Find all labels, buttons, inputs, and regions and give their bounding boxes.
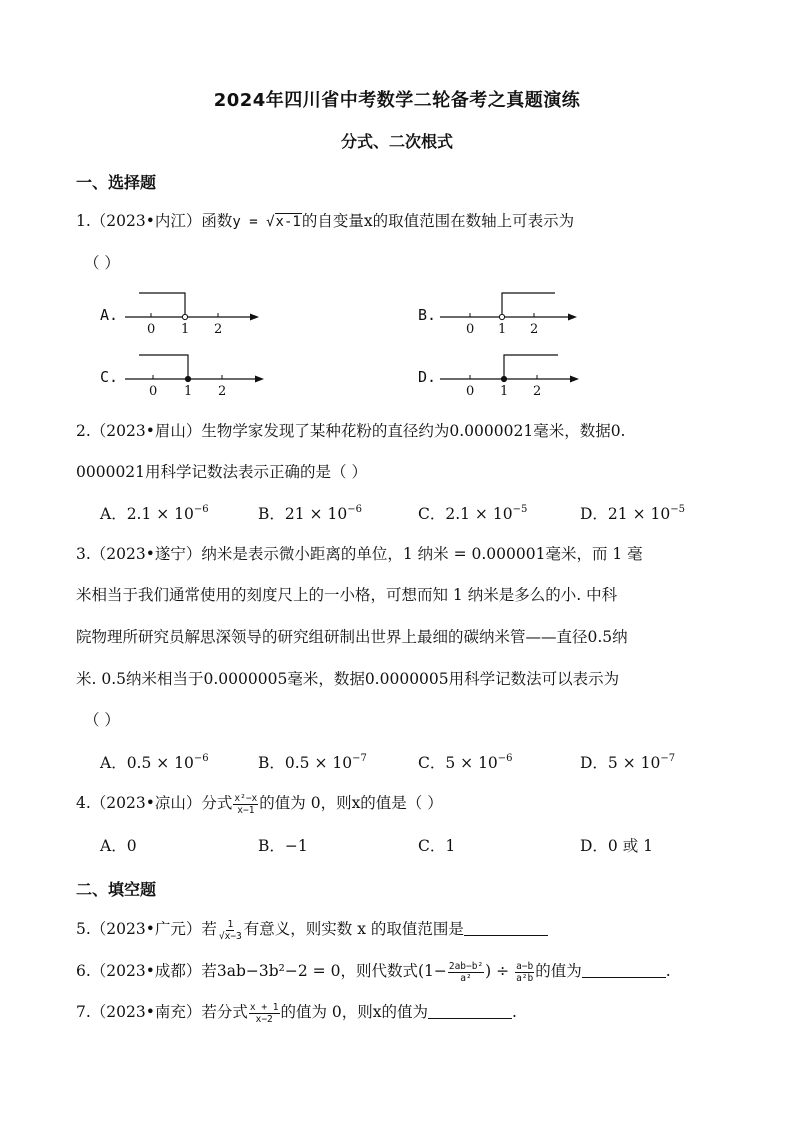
open-endpoint (182, 314, 187, 319)
tick-label-1: 1 (181, 322, 190, 337)
range-bracket (139, 293, 185, 314)
q2-option-c-text: C．2.1 × 10 (418, 505, 513, 523)
q5-answer-blank[interactable] (464, 921, 548, 936)
q4-denominator: x−1 (237, 804, 255, 816)
q5-suffix: 有意义，则实数 x 的取值范围是 (243, 920, 464, 938)
q1-option-c-label: C. (100, 368, 119, 386)
q1-y-eq: y = (232, 214, 267, 230)
q4-fraction (233, 793, 258, 816)
q2-option-c-exp: −5 (512, 504, 528, 515)
q1-answer-paren: （ ） (84, 254, 120, 272)
question-2-line-1: 2.（2023•眉山）生物学家发现了某种花粉的直径约为0.0000021毫米，数据0. (76, 422, 626, 440)
q1-option-a-number-line (125, 285, 260, 340)
q2-option-d-exp: −5 (670, 504, 685, 515)
q1-suffix: 的自变量x的取值范围在数轴上可表示为 (301, 212, 575, 230)
q2-option-b-text: B．21 × 10 (258, 505, 348, 523)
closed-endpoint (501, 376, 506, 381)
question-4 (76, 792, 443, 816)
q6-fraction-2-denominator: a²b (516, 972, 534, 984)
q1-prefix: 1.（2023•内江）函数 (76, 212, 233, 230)
question-1 (76, 210, 574, 233)
axis-arrow (255, 376, 264, 383)
q1-sqrt: √x-1 (266, 214, 301, 230)
q6-fraction-2-numerator: a−b (516, 960, 534, 972)
tick-label-1: 1 (500, 384, 509, 399)
q4-numerator: x²−x (234, 792, 258, 804)
tick-label-0: 0 (149, 384, 158, 399)
q6-fraction-2 (515, 961, 534, 984)
tick-label-2: 2 (533, 384, 542, 399)
q2-option-b-exp: −6 (347, 504, 362, 515)
q7-answer-blank[interactable] (428, 1004, 512, 1019)
question-3-line-2: 米相当于我们通常使用的刻度尺上的一小格，可想而知 1 纳米是多么的小. 中科 (76, 586, 618, 604)
q1-option-c-number-line (125, 347, 265, 402)
q7-prefix: 7.（2023•南充）若分式 (76, 1003, 248, 1021)
range-bracket (139, 355, 188, 376)
section-heading-choice: 一、选择题 (76, 173, 157, 192)
q4-option-a: A．0 (100, 837, 137, 855)
tick-label-1: 1 (184, 384, 193, 399)
q7-fraction (249, 1002, 280, 1025)
range-bracket (504, 355, 558, 376)
q1-option-d-number-line (440, 347, 580, 402)
q2-option-a-text: A．2.1 × 10 (100, 505, 194, 523)
q3-option-a (100, 752, 209, 774)
q5-denominator: √x−3 (218, 930, 242, 942)
tick-label-2: 2 (218, 384, 227, 399)
q4-prefix: 4.（2023•凉山）分式 (76, 794, 233, 812)
tick-label-0: 0 (147, 322, 156, 337)
q6-period: . (665, 962, 671, 980)
q3-option-a-exp: −6 (193, 753, 209, 764)
q2-option-a (100, 503, 209, 525)
q6-fraction-1-denominator: a² (460, 972, 472, 984)
tick-label-1: 1 (498, 322, 507, 337)
q2-option-c (418, 503, 527, 525)
q5-numerator: 1 (227, 918, 234, 930)
q4-option-c: C．1 (418, 837, 456, 855)
axis-arrow (570, 376, 579, 383)
q1-option-d-label: D. (418, 368, 437, 386)
question-3-line-1: 3.（2023•遂宁）纳米是表示微小距离的单位，1 纳米 = 0.000001毫米，而 1 毫 (76, 545, 643, 563)
q2-option-a-exp: −6 (193, 504, 209, 515)
q4-option-d: D．0 或 1 (580, 837, 654, 855)
q3-option-b-exp: −7 (352, 753, 367, 764)
q1-option-b-label: B. (418, 306, 437, 324)
tick-label-2: 2 (214, 322, 223, 337)
q3-answer-paren: （ ） (84, 711, 120, 729)
q6-fraction-1-numerator: 2ab−b² (448, 960, 484, 972)
q3-option-d-text: D．5 × 10 (580, 754, 661, 772)
question-7 (76, 1001, 517, 1025)
tick-label-2: 2 (530, 322, 539, 337)
question-6 (76, 960, 671, 984)
page-title: 2024年四川省中考数学二轮备考之真题演练 (213, 90, 581, 111)
q7-numerator: x + 1 (249, 1001, 279, 1013)
question-3-line-4: 米. 0.5纳米相当于0.0000005毫米，数据0.0000005用科学记数法可以表示为 (76, 670, 620, 688)
q3-option-c (418, 752, 513, 774)
q3-option-d-exp: −7 (660, 753, 676, 764)
page-subtitle: 分式、二次根式 (340, 132, 453, 151)
tick-label-0: 0 (466, 322, 475, 337)
q3-option-b (258, 752, 367, 774)
tick-label-0: 0 (466, 384, 475, 399)
q7-suffix: 的值为 0，则x的值为 (280, 1003, 429, 1021)
q3-option-b-text: B．0.5 × 10 (258, 754, 353, 772)
q7-period: . (512, 1003, 517, 1021)
question-5 (76, 918, 548, 942)
q3-option-c-exp: −6 (497, 753, 513, 764)
q6-divide: ) ÷ (485, 962, 515, 980)
axis-arrow (568, 314, 577, 321)
q1-option-a-label: A. (100, 306, 119, 324)
question-3-line-3: 院物理所研究员解思深领导的研究组研制出世界上最细的碳纳米管——直径0.5纳 (76, 628, 628, 646)
q7-denominator: x−2 (255, 1013, 273, 1025)
q3-option-c-text: C．5 × 10 (418, 754, 498, 772)
section-heading-fill: 二、填空题 (76, 880, 157, 899)
axis-arrow (250, 314, 259, 321)
open-endpoint (499, 314, 504, 319)
q2-option-b (258, 503, 362, 525)
question-2-line-2: 0000021用科学记数法表示正确的是（ ） (76, 463, 367, 481)
q6-prefix: 6.（2023•成都）若3ab−3b²−2 = 0，则代数式(1− (76, 962, 447, 980)
q5-fraction (218, 919, 243, 942)
q5-prefix: 5.（2023•广元）若 (76, 920, 217, 938)
q3-option-a-text: A．0.5 × 10 (100, 754, 194, 772)
q2-option-d-text: D．21 × 10 (580, 505, 671, 523)
closed-endpoint (185, 376, 190, 381)
q6-suffix: 的值为 (535, 962, 582, 980)
q1-radicand: x-1 (275, 214, 301, 230)
q4-suffix: 的值为 0，则x的值是（ ） (259, 794, 443, 812)
q6-answer-blank[interactable] (582, 963, 666, 978)
q3-option-d (580, 752, 675, 774)
q4-option-b: B．−1 (258, 837, 308, 855)
q6-fraction-1 (448, 961, 484, 984)
q1-option-b-number-line (440, 285, 578, 340)
range-bracket (502, 293, 555, 314)
q2-option-d (580, 503, 685, 525)
